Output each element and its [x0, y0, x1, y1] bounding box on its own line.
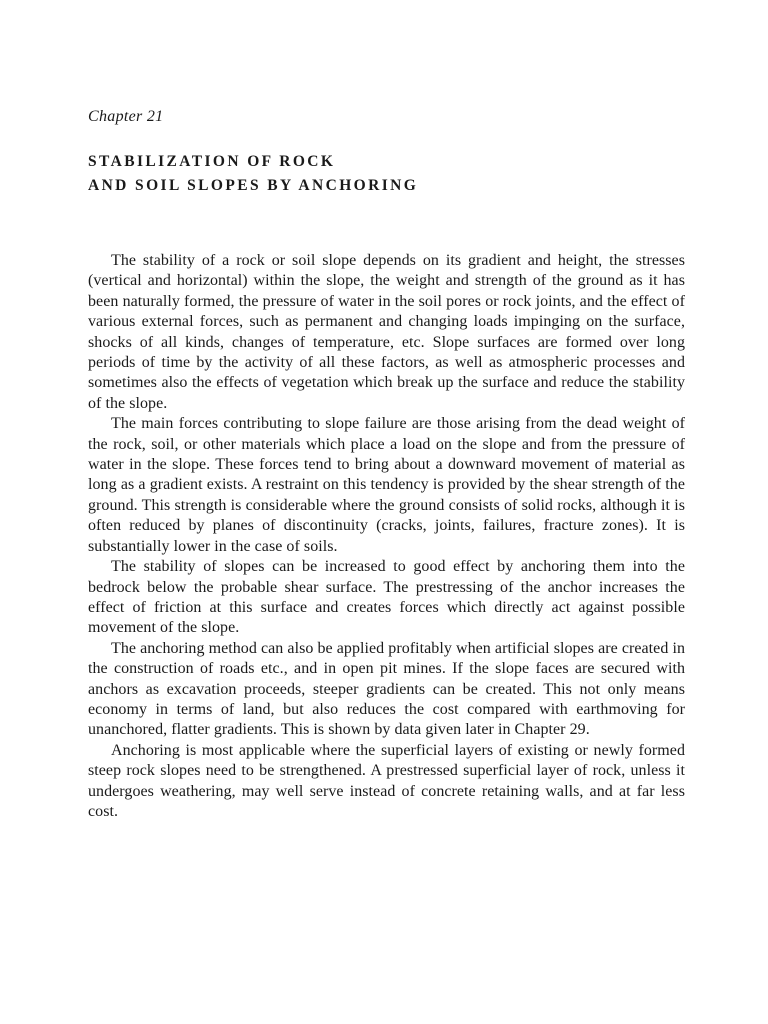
paragraph: The main forces contributing to slope failure are those arising from the dead weight of the rock, soil, or other materials which place a load on the slope and from the pressure of water in the slope. These forces tend to bring about a downward movement of material as long as a gradient exists. A restraint on this tendency is provided by the shear strength of the ground. This strength is considerable where the ground consists of solid rocks, although it is often reduced by planes of discontinuity (cracks, joints, failures, fracture zones). It is substantially lower in the case of soils.	[88, 415, 685, 555]
paragraph: The stability of slopes can be increased to good effect by anchoring them into the bedrock below the probable shear surface. The prestressing of the anchor increases the effect of friction at this surface and creates forces which directly act against possible movement of the slope.	[88, 558, 685, 637]
paragraph: The anchoring method can also be applied profitably when artificial slopes are created in the construction of roads etc., and in open pit mines. If the slope faces are secured with anchors as excavation proceeds, steeper gradients can be created. This not only means economy in terms of land, but also reduces the cost compared with earthmoving for unanchored, flatter gradients. This is shown by data given later in Chapter 29.	[88, 639, 685, 739]
chapter-number: Chapter 21	[88, 108, 164, 125]
paragraph: Anchoring is most applicable where the superficial layers of existing or newly formed steep rock slopes need to be strengthened. A prestressed superficial layer of rock, unless it undergoes weathering, may well serve instead of concrete retaining walls, and at far less cost.	[88, 741, 685, 820]
chapter-title-line: AND SOIL SLOPES BY ANCHORING	[88, 177, 419, 194]
chapter-title-line: STABILIZATION OF ROCK	[88, 153, 336, 170]
chapter-title	[88, 150, 418, 198]
paragraph: The stability of a rock or soil slope depends on its gradient and height, the stresses (vertical and horizontal) within the slope, the weight and strength of the ground as it has been naturally formed, the pressure of water in the soil pores or rock joints, and the effect of various external forces, such as permanent and changing loads impinging on the surface, shocks of all kinds, changes of temperature, etc. Slope surfaces are formed over long periods of time by the activity of all these factors, as well as atmospheric processes and sometimes also the effects of vegetation which break up the surface and reduce the stability of the slope.	[88, 252, 685, 412]
body-text	[88, 251, 685, 822]
